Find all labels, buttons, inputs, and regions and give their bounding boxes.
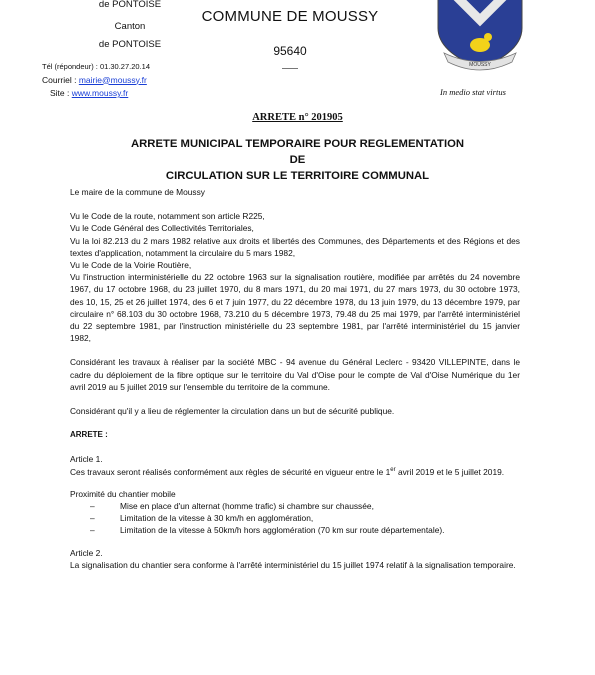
arrete-label: ARRETE :	[70, 430, 108, 440]
dash-bullet: –	[90, 501, 95, 512]
canton-name: de PONTOISE	[98, 39, 162, 50]
document-body	[70, 186, 520, 571]
measure-text: Mise en place d'un alternat (homme trafic) si chambre sur chaussée,	[120, 501, 374, 512]
email-label: Courriel :	[42, 74, 79, 85]
arrete-number	[0, 112, 595, 123]
vu-line: Vu le Code Général des Collectivités Territoriales,	[70, 223, 254, 234]
arrete-number-text: ARRETE n° 201905	[252, 112, 343, 123]
article-1-sup: er	[390, 466, 396, 473]
vu-line: Vu la loi 82.213 du 2 mars 1982 relative aux droits et libertés des Communes, des Départements et des Régions et des textes d'application, notamment la circulaire du 5 mars 1982,	[70, 235, 520, 258]
arrondissement-line: de PONTOISE	[98, 0, 162, 10]
commune-crest-logo	[430, 0, 530, 72]
contact-block	[42, 60, 242, 101]
measure-text: Limitation de la vitesse à 50km/h hors agglomération (70 km sur route départementale).	[120, 525, 445, 536]
site-link[interactable]: www.moussy.fr	[71, 88, 129, 98]
document-title	[130, 136, 465, 184]
measure-text: Limitation de la vitesse à 30 km/h en agglomération,	[120, 513, 314, 524]
considerant-paragraph: Considérant les travaux à réaliser par la société MBC - 94 avenue du Général Leclerc - 93420 VILLEPINTE, dans le cadre du déploiement de la fibre optique sur le territoire du Val d'Oise pour le compte de Val d'Oise Numérique du 1er avril 2019 au 5 juillet 2019 sur l'ensemble du territoire de la commune.	[70, 357, 520, 392]
email-line	[42, 74, 242, 88]
postal-code: 95640	[273, 44, 307, 58]
dash-bullet: –	[90, 513, 95, 524]
article-1-title: Article 1.	[70, 454, 103, 465]
article-2-text: La signalisation du chantier sera conforme à l'arrêté interministériel du 15 juillet 1974 relatif à la signalisation temporaire.	[70, 559, 516, 570]
site-label: Site :	[50, 88, 72, 98]
commune-title: COMMUNE DE MOUSSY	[201, 8, 379, 25]
article-2-title: Article 2.	[70, 547, 103, 558]
canton-label: Canton	[114, 21, 146, 32]
list-item	[70, 500, 520, 512]
intro-line: Le maire de la commune de Moussy	[70, 187, 205, 197]
motto: In medio stat virtus	[440, 87, 506, 97]
title-line-2: CIRCULATION SUR LE TERRITOIRE COMMUNAL	[165, 170, 430, 182]
dash-bullet: –	[90, 525, 95, 536]
vu-line: Vu le Code de la Voirie Routière,	[70, 260, 192, 271]
email-link[interactable]: mairie@moussy.fr	[78, 74, 147, 85]
article-1-text	[70, 466, 520, 478]
considerant-paragraph: Considérant qu'il y a lieu de réglementer la circulation dans un but de sécurité publique.	[70, 406, 395, 417]
vu-line: Vu le Code de la route, notamment son article R225,	[70, 211, 265, 222]
crest-banner-text: MOUSSY	[469, 62, 491, 68]
article-1-text-b: avril 2019 et le 5 juillet 2019.	[395, 466, 505, 477]
title-line-1: ARRETE MUNICIPAL TEMPORAIRE POUR REGLEMENTATION DE	[130, 138, 465, 166]
proximite-heading: Proximité du chantier mobile	[70, 488, 176, 499]
administrative-block	[60, 0, 200, 51]
article-1-text-a: Ces travaux seront réalisés conformément aux règles de sécurité en vigueur entre le 1	[70, 466, 391, 477]
phone-line: Tél (répondeur) : 01.30.27.20.14	[42, 62, 150, 71]
list-item	[70, 512, 520, 524]
site-line	[42, 87, 242, 101]
measures-list	[70, 500, 520, 537]
list-item	[70, 524, 520, 536]
vu-line: Vu l'instruction interministérielle du 22 octobre 1963 sur la signalisation routière, modifiée par arrêtés du 24 novembre 1967, du 17 octobre 1968, du 23 juillet 1970, du 8 mars 1971, du 20 mai 1971, du 27 mars 1973, du 30 octobre 1973, des 10, 15, 25 et 26 juillet 1974, des 6 et 7 juin 1977, du 22 décembre 1978, du 13 juin 1979, du 13 décembre 1979, par circulaire n° 68.103 du 30 octobre 1968, 73.210 du 5 décembre 1973, 79.48 du 25 mai 1979, par l'arrêté interministériel du 22 septembre 1981, par l'instruction ministérielle du 23 septembre 1981, par l'arrêté interministériel du 15 janvier 1982,	[70, 272, 520, 344]
postal-divider	[282, 68, 298, 69]
